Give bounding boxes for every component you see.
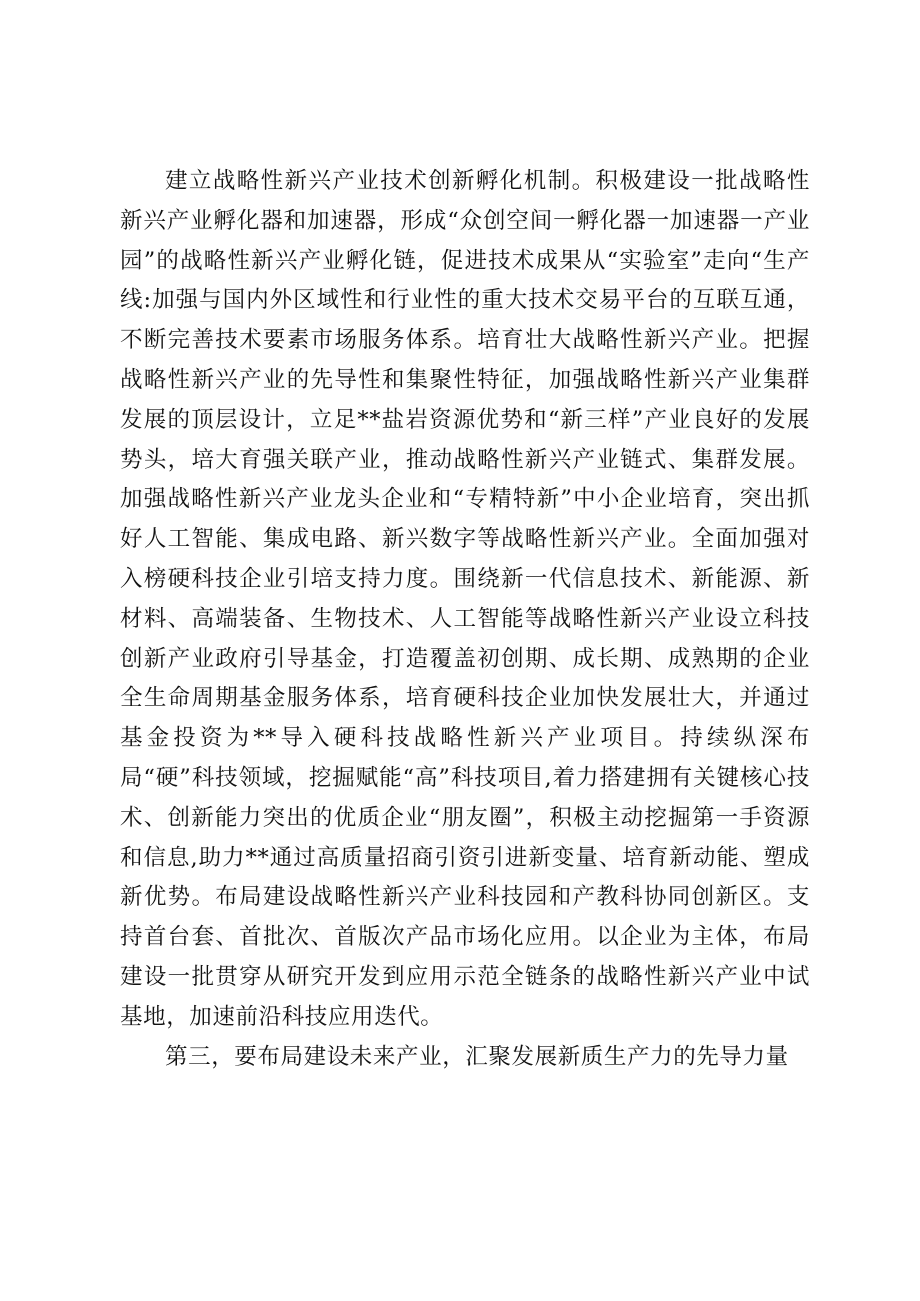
body-paragraph: 建立战略性新兴产业技术创新孵化机制。积极建设一批战略性新兴产业孵化器和加速器，形成“众创空间一孵化器一加速器一产业园”的战略性新兴产业孵化链，促进技术成果从“实验室”走向“生产线:加强与国内外区域性和行业性的重大技术交易平台的互联互通，不断完善技术要素市场服务体系。培育壮大战略性新兴产业。把握战略性新兴产业的先导性和集聚性特征，加强战略性新兴产业集群发展的顶层设计，立足**盐岩资源优势和“新三样”产业良好的发展势头，培大育强关联产业，推动战略性新兴产业链式、集群发展。加强战略性新兴产业龙头企业和“专精特新”中小企业培育，突出抓好人工智能、集成电路、新兴数字等战略性新兴产业。全面加强对入榜硬科技企业引培支持力度。围绕新一代信息技术、新能源、新材料、高端装备、生物技术、人工智能等战略性新兴产业设立科技创新产业政府引导基金，打造覆盖初创期、成长期、成熟期的企业全生命周期基金服务体系，培育硬科技企业加快发展壮大，并通过基金投资为**导入硬科技战略性新兴产业项目。持续纵深布局“硬”科技领域，挖掘赋能“高”科技项目,着力搭建拥有关键核心技术、创新能力突出的优质企业“朋友圈”，积极主动挖掘第一手资源和信息,助力**通过高质量招商引资引进新变量、培育新动能、塑成新优势。布局建设战略性新兴产业科技园和产教科协同创新区。支持首台套、首批次、首版次产品市场化应用。以企业为主体，布局建设一批贯穿从研究开发到应用示范全链条的战略性新兴产业中试基地，加速前沿科技应用迭代。 (120, 168, 810, 1030)
document-body (120, 162, 810, 1077)
section-heading-paragraph: 第三，要布局建设未来产业，汇聚发展新质生产力的先导力量 (165, 1043, 789, 1070)
